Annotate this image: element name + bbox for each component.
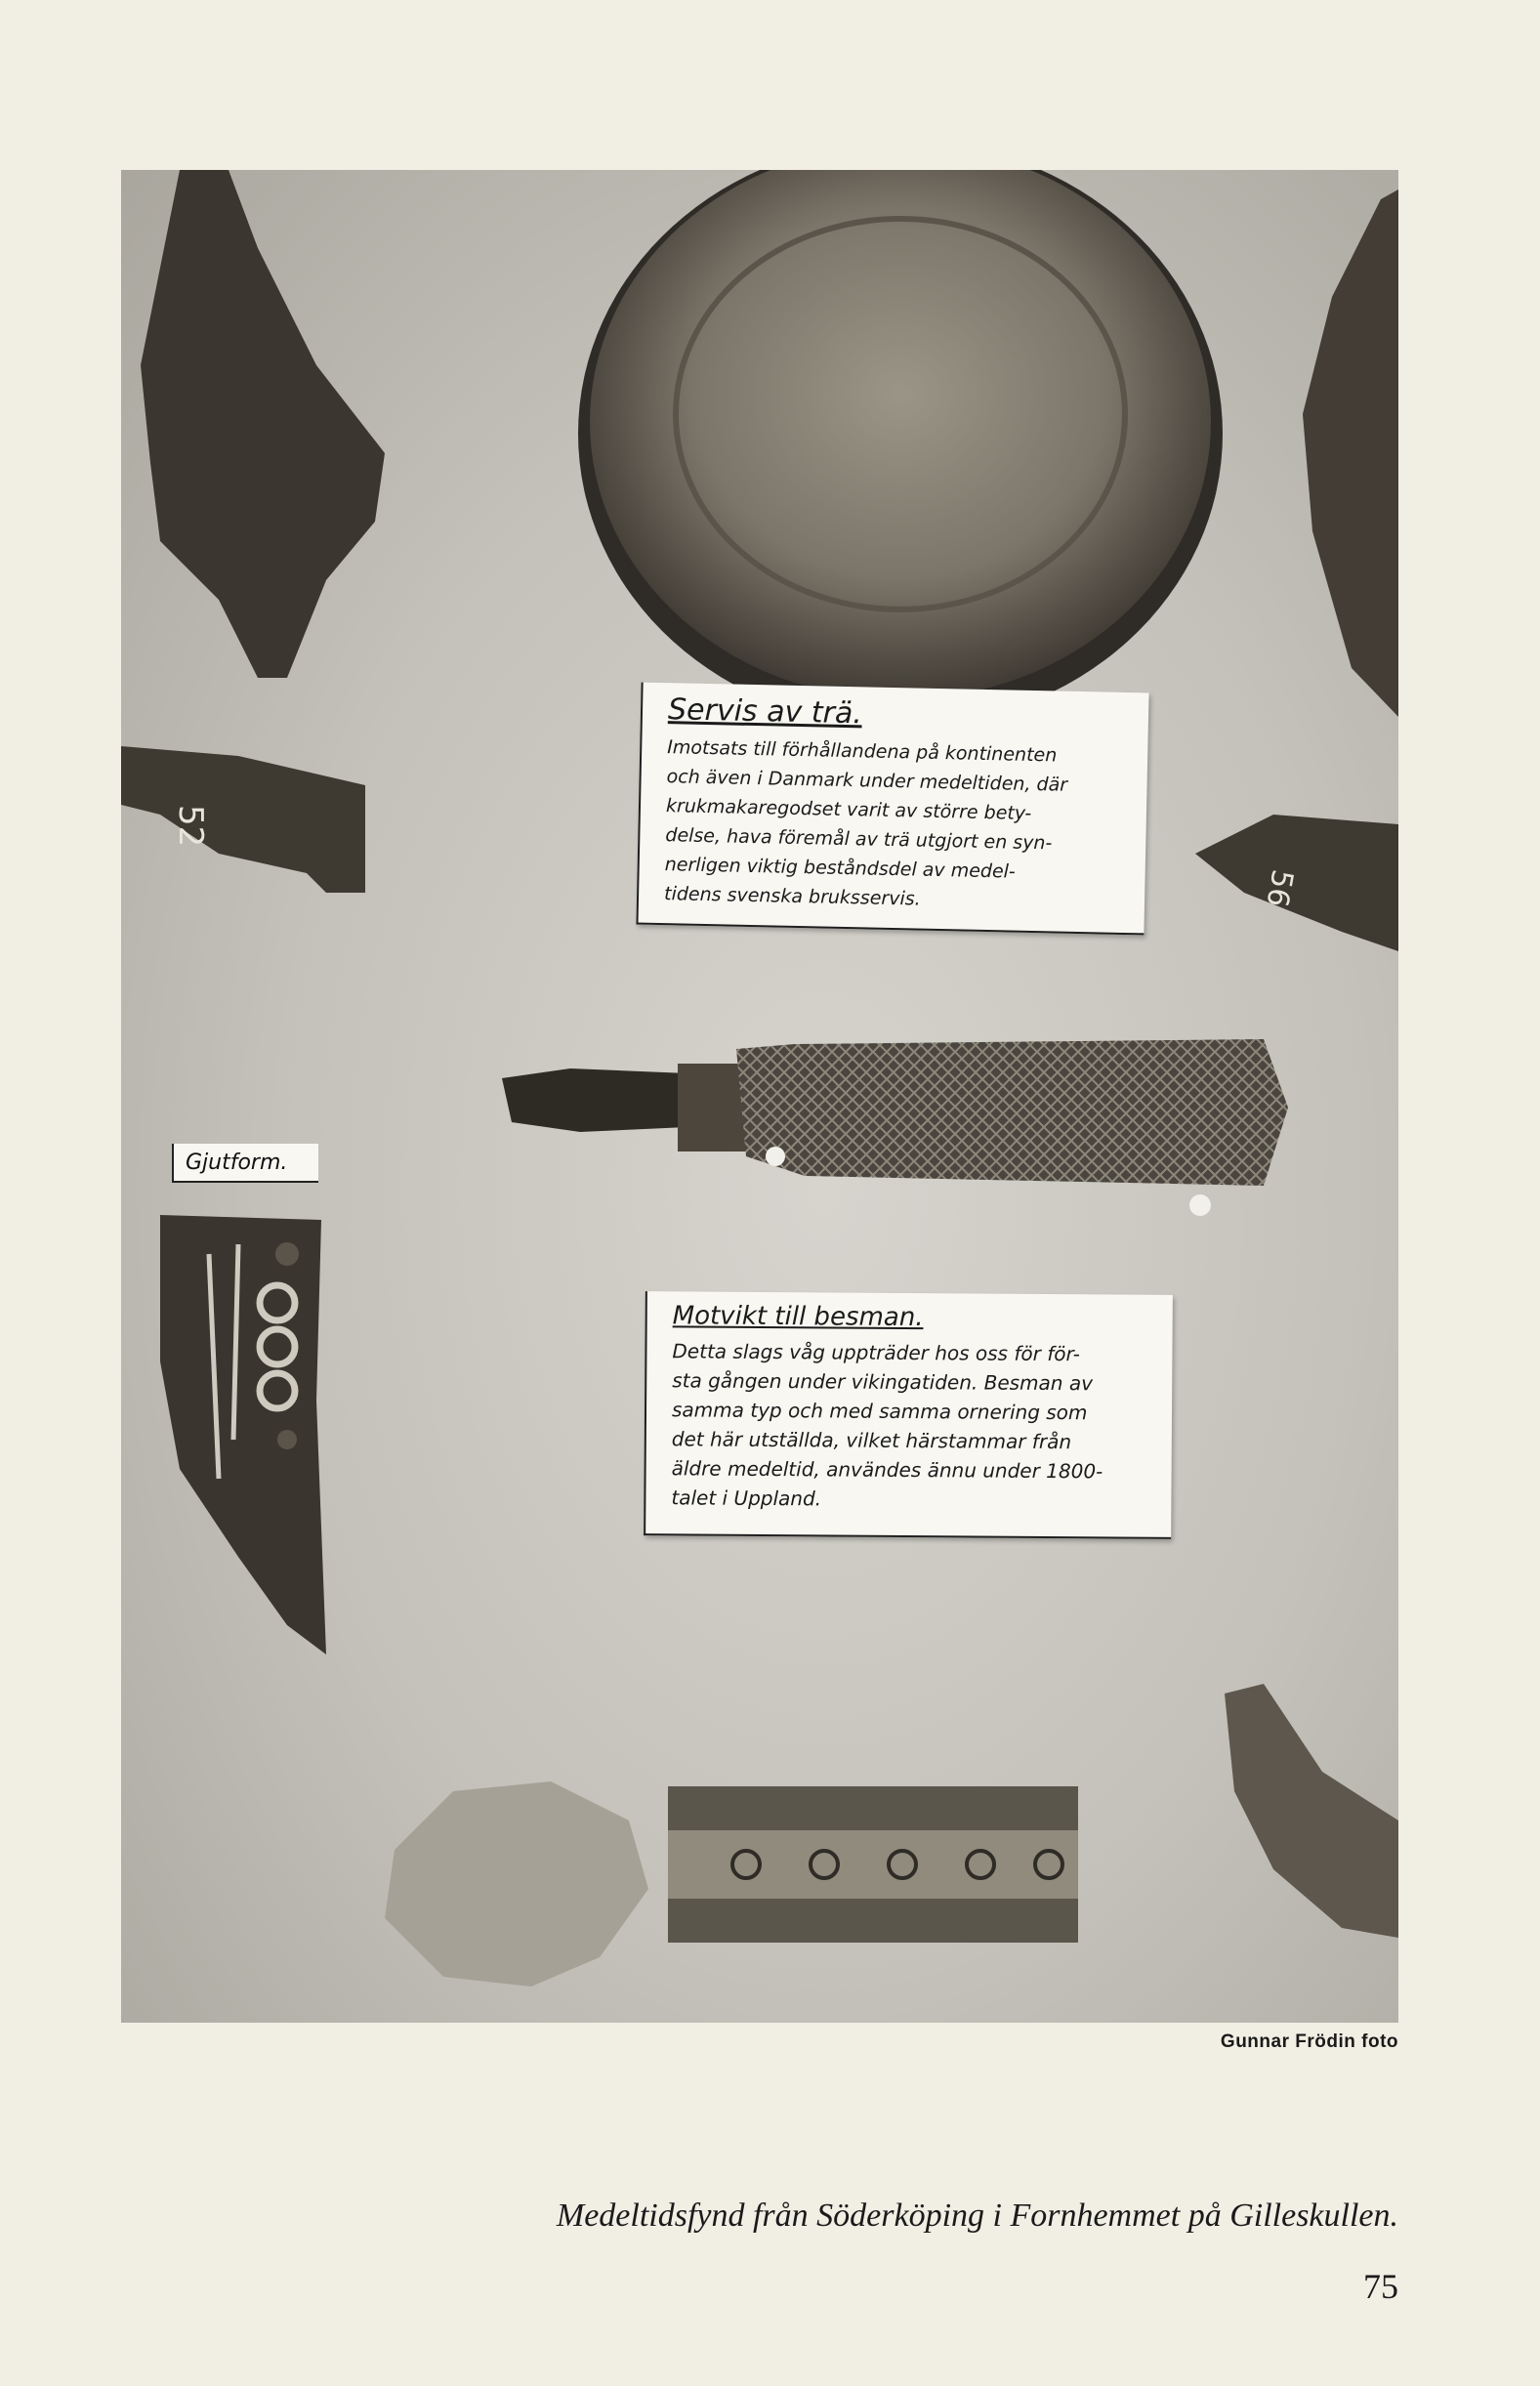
casting-mould	[160, 1215, 326, 1654]
label-motvikt-line: talet i Uppland.	[671, 1486, 822, 1511]
wood-fragment-right-marked	[1195, 815, 1398, 951]
label-servis-av-tra	[636, 683, 1148, 936]
besman-counterweight	[502, 1039, 1288, 1216]
museum-display-photo	[121, 170, 1398, 2023]
label-servis-line: Imotsats till förhållandena på kontinenten	[667, 736, 1058, 767]
label-servis-title: Servis av trä.	[667, 692, 863, 732]
wood-fragment-top-right	[1303, 189, 1398, 717]
label-motvikt-line: samma typ och med samma ornering som	[671, 1398, 1088, 1425]
page-number: 75	[1363, 2267, 1398, 2306]
label-motvikt-till-besman	[644, 1291, 1173, 1539]
wood-fragment-left-marked	[121, 746, 365, 893]
wooden-plate	[578, 170, 1223, 727]
label-servis-line: tidens svenska bruksservis.	[663, 883, 921, 910]
fragment-mark-right: 56	[1259, 866, 1300, 910]
label-motvikt-line: det här utställda, vilket härstammar från	[671, 1427, 1072, 1454]
label-servis-line: och även i Danmark under medeltiden, där	[666, 766, 1068, 796]
label-gjutform: Gjutform.	[172, 1144, 318, 1183]
label-motvikt-line: Detta slags våg uppträder hos oss för för-	[672, 1339, 1080, 1366]
artifacts-illustration	[121, 170, 1398, 2023]
label-servis-line: delse, hava föremål av trä utgjort en syn-	[665, 824, 1053, 855]
photo-credit: Gunnar Frödin foto	[1220, 2031, 1398, 2052]
fragment-mark-left: 52	[171, 805, 210, 848]
label-motvikt-line: äldre medeltid, användes ännu under 1800-	[671, 1456, 1103, 1484]
wood-fragment-top-left	[141, 170, 385, 678]
figure-caption: Medeltidsfynd från Söderköping i Fornhemmet på Gilleskullen.	[556, 2198, 1398, 2234]
bone-fragment	[385, 1781, 648, 1987]
label-servis-line: krukmakaregodset varit av större bety-	[665, 795, 1032, 824]
label-motvikt-line: sta gången under vikingatiden. Besman av	[672, 1368, 1094, 1396]
label-motvikt-title: Motvikt till besman.	[672, 1301, 924, 1333]
antler-fragment	[1225, 1684, 1398, 1938]
label-servis-line: nerligen viktig beståndsdel av medel-	[664, 854, 1017, 883]
bone-comb	[668, 1786, 1078, 1943]
